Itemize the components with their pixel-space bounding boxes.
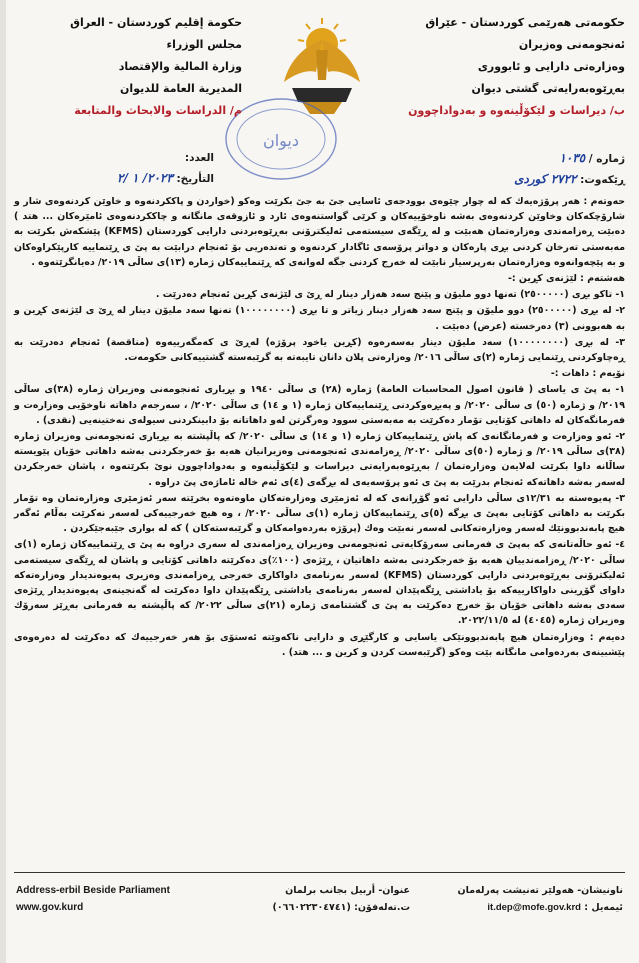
- footer-kurdish: [413, 882, 623, 916]
- reference-arabic: [44, 148, 214, 189]
- footer-email-link[interactable]: it.dep@mofe.gov.krd: [487, 902, 581, 913]
- ninth-item-4: ٤- ئەو حاڵەتانەی كە بەپێ ی فەرمانی سەرۆكایەتی ئەنجومەنی وەزیران ڕەزامەندی لە سەری دراوە بە پێ ی ڕێنماییەكان ژمارە (١)ی ساڵی ٢٠٢٠/ ڕەزامەندییان هەیە بۆ خەرجكردنی بەشە داهاتیان ، ڕێژەی (١٠٠٪)ی دەكرێتە داهاتی كۆتایی و پاشان لە ڕێگەی سیستەمی ئەلیكترۆنی بەڕێوەبردنی دارایی كوردستان (KFMS) لەسەر بەرنامەی داواكاری خەرجی ڕەزامەندی وەزیری پەیوەندیدار وەزارەتەكە داوای گۆڕینی داواكارییەكە بۆ یاداشتی ڕێگەپێدان لەسەر بەرنامەی یاداشتی ڕێگەپێدان داوا دەكرێت لە گەنجینەی پەیوەندیدار ڕێژەی سەدی بەشە داهاتی خۆیان بۆ خەرج دەكرێت بە پێ ی گشتنامەی ژمارە (٢١)ی ساڵی ٢٠٢٢/ كە پاڵپشتە بە فەرمانی بەڕێز سەرۆك وەزیران ژمارە (٤٠٤٥) لە ٢٠٢٢/١١/٥.: [14, 539, 625, 627]
- stamp-text: دیوان: [262, 131, 300, 150]
- tarikh-value: ٢٠٢٣/ ١ /٢: [117, 171, 173, 185]
- seventh-label: حەوتەم :: [583, 196, 626, 207]
- ninth-item-3: ٣- پەیوەستە بە ١٢/٣١ی ساڵی دارایی ئەو گۆڕانەی كە لە ئەژمێری وەزارەتەكان ماوەتەوە بخرێتە سەر ئەژمێری وەزارەتمان وە تۆمار بكرێت بە داهاتی كۆتایی بەپێ ی بڕگە (٥)ی ڕێنماییەكان ژمارە (١)ی ساڵی ٢٠٢٠/ ، وە هیچ خەرجییەكی لەسەر نەكرێت بەڵام ئەگەر هیچ پابەندبوونێك لەسەر وەزارەتەكانی لەسەر نەبێت وەك (پرۆژە بەردەوامەكان و گرێبەستەكان ) كە لە بواری جێبەجێكردن .: [14, 492, 626, 535]
- number-value: ١٠٣٥: [559, 151, 586, 165]
- header-ku-line5: ب/ دیراسات و لێکۆڵینەوە و بەدواداچوون: [408, 104, 625, 117]
- header-ar-line3: وزارة المالية والإقتصاد: [118, 60, 242, 73]
- header-ku-line4: بەڕێوەبەرایەتی گشتی دیوان: [471, 82, 625, 95]
- tenth-text: وەزارەتمان هیچ پابەندبوونێكی یاسایی و كارگێڕی و دارایی ناكەوێتە ئەستۆی بۆ هەر خەرجییەك كە دەكرێت لە دەرەوەی پێشبینەی بەردەوامی مانگانە بێت وەكو (گرێبەست كردن و كرین و ... هتد) .: [14, 631, 625, 658]
- reference-kurdish: [365, 148, 625, 190]
- seventh-text: هەر پرۆژەیەك كە لە چوار چێوەی بوودجەی ئاسایی جێ بە جێ بكرێت وەكو (خواردن و پاككردنەوە و خاوێن كردنەوەی شار و شارۆچكەكان وخاوێن كردنەوەی بەشە ناوخۆییەكان و كرێی گواستنەوەی ئارد و ئازوقەی مانگانە و چاككردنەوەی ئامێرەكان ... هتد ) دەبێت ڕەزامەندی وەزارەتمان هەبێت و لە ڕێگەی سیستەمی ئەلیكترۆنی بەڕێوەبردنی دارایی كوردستان (KFMS) پێشكەش بكرێت بە مەبەستی تەرخان كردنی بڕی پارەكان و دواتر پرۆسەی ئاگادار كردنەوە و تەندەریی بۆ ئەنجام درابێت بە پێ ی ڕێنماییە كارپێكراوەكان و بە پێچەوانەوە وەزارەتمان بەرپرسیار نابێت لە خەرج كردنی جگە لەوانەی كە ڕێنماییەكان ژمارە (١٣)ی ساڵی ٢٠١٩/ دەیانگرێتەوە .: [14, 196, 626, 268]
- footer-website-link[interactable]: www.gov.kurd: [16, 902, 84, 913]
- document-body: [14, 194, 625, 661]
- footer-english: [16, 882, 170, 916]
- ninth-heading: نۆیەم : داهات :-: [550, 368, 625, 380]
- paragraph-seventh: [14, 194, 625, 270]
- number-label: ژمارە /: [588, 153, 625, 165]
- footer-address-en: Address-erbil Beside Parliament: [16, 885, 170, 896]
- eighth-item-3: ٣- لە بڕی (١٠٠٠٠٠٠٠٠) سەد ملیۆن دینار بەسەرەوە (كڕین یاخود پرۆژە) لەڕێ ی كەمگەرییەوە (مناقصة) ئەنجام دەدرێت بە ڕەچاوكردنی ڕێنمایی ژمارە (٢)ی ساڵی ٢٠١٦/ وەزارەتی پلان دانان تایبەتە بە گرێبەستە گشتییەكانی حكومەت.: [14, 336, 626, 364]
- tenth-label: دەیەم :: [589, 631, 625, 643]
- header-kurdish: [405, 12, 625, 122]
- header-arabic: [12, 12, 242, 122]
- footer-arabic: [240, 882, 410, 916]
- ninth-item-2: ٢- ئەو وەزارەت و فەرمانگانەی كە پاش ڕێنماییەكان ژمارە (١ و ١٤) ی ساڵی ٢٠٢٠/ كە پاڵپشتە بە بڕیاری ئەنجومەنی وەزیران ژمارە (٣٨)ی ساڵی ٢٠١٩/ و ژمارە (٥٠)ی ساڵی ٢٠٢٠/ ڕەزامەندی ئەنجومەنی وەزیرانیان هەیە بۆ خەرجكردنی بەشە داهاتی خۆیان پێویستە ساڵانە داوا بكرێت لەلایەن وەزارەتمان / بەڕێوەبەرایەتی دیراسات و لێكۆڵینەوە و بەدواداچوون نوێ بكرێتەوە ، پاشان خەرجكردن لەسەر بەشە داهاتەكە ئەنجام بدرێت بە پێ ی ئەو پرۆسەیەی لە بڕگەی (٤)ی ئەم خالە ئاماژەی پێ دراوە .: [14, 431, 626, 488]
- header-ar-line5: م/ الدراسات والابحاث والمتابعة: [74, 104, 242, 117]
- header-ar-line4: المديرية العامة للديوان: [120, 82, 242, 95]
- header-ar-line2: مجلس الوزراء: [166, 38, 242, 51]
- eighth-item-2: ٢- لە بڕی (٢٥٠٠٠٠٠) دوو ملیۆن و پێنج سەد هەزار دینار زیاتر و تا بڕی (١٠٠٠٠٠٠٠٠) تەنها سەد ملیۆن دینار لە ڕێ ی لێژنەی كڕین و بە هەبوونی (٣) دەرخستە (عرض) دەبێت .: [14, 305, 625, 332]
- date-label: ڕێکەوت:: [580, 174, 625, 186]
- eighth-heading: هەشتەم : لێژنەی كڕین :-: [507, 273, 625, 285]
- header-ar-line1: حكومة إقليم كوردستان - العراق: [70, 16, 242, 29]
- date-value: ٢٧٢٢ کوردی: [514, 172, 577, 186]
- footer-divider: [14, 872, 625, 873]
- footer-email-label: ئیمەیل :: [584, 902, 623, 913]
- footer-address-ar: عنوان- أربيل بجانب برلمان: [285, 885, 410, 896]
- header-ku-line1: حکومەتی هەرێمی کوردستان - عێراق: [425, 16, 625, 29]
- ninth-item-1: ١- بە پێ ی یاسای ( قانون اصول المحاسبات العامة) ژمارە (٢٨) ی ساڵی ١٩٤٠ و بڕیاری ئەنجومەنی وەزیران ژمارە (٣٨)ی ساڵی ٢٠١٩/ و ژمارە (٥٠) ی ساڵی ٢٠٢٠/ و پەیڕەوكردنی ڕێنماییەكان ژمارە (١ و ١٤) ی ساڵی ٢٠٢٠/ ، سەرجەم داهاتە ناوخۆیی وەزارەت و فەرمانگەكان لە داهاتی كۆتایی تۆمار دەكرێت بە مەبەستی سوود وەرگرتن لەو داهاتانە بۆ دابینكردنی سیولەی نەختینەیی (نقدی) .: [14, 384, 625, 426]
- footer-phone: ت.تەلەفۆن: (٠٦٦٠٢٢٣٠٤٧٤١): [272, 902, 410, 913]
- scan-edge: [0, 0, 6, 963]
- header-ku-line3: وەزارەتی دارایی و ئابووری: [477, 60, 625, 73]
- adad-label: العدد:: [184, 152, 214, 164]
- eighth-item-1: ١- تاكو بڕی (٢٥٠٠٠٠٠) تەنها دوو ملیۆن و پێنج سەد هەزار دینار لە ڕێ ی لێژنەی كڕین ئەنجام دەدرێت .: [155, 289, 625, 301]
- header-ku-line2: ئەنجومەنی وەزیران: [518, 38, 625, 51]
- paragraph-tenth: [14, 630, 625, 660]
- tarikh-label: التأريخ:: [176, 173, 214, 185]
- footer-address-ku: ناونیشان- هەولێر تەنیشت پەرلەمان: [457, 885, 623, 896]
